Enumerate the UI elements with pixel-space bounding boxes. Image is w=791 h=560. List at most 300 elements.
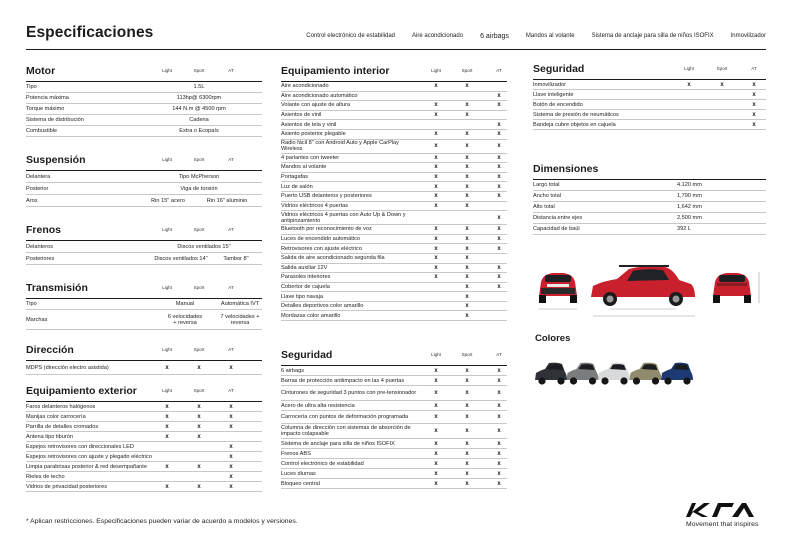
spec-row: [533, 180, 766, 191]
transmision-section: [26, 279, 262, 330]
availability-mark: x: [465, 402, 469, 409]
color-swatch-car: [535, 363, 567, 385]
trim-label: Sport: [193, 157, 205, 162]
spec-row: [26, 253, 262, 265]
spec-label: Control electrónico de estabilidad: [281, 460, 364, 467]
car-rear-view: [713, 272, 759, 303]
spec-row: [281, 244, 507, 254]
spec-label: Carrocería con puntos de deformación programada: [281, 414, 409, 420]
spec-label: Frenos ABS: [281, 450, 311, 457]
spec-row: [281, 92, 507, 102]
left-column: [26, 62, 262, 512]
feature-highlight: Sistema de anclaje para silla de niños ISOFIX: [591, 33, 714, 39]
trim-label: AT: [496, 68, 502, 73]
trim-label: AT: [751, 66, 757, 71]
availability-mark: x: [465, 414, 469, 420]
availability-mark: x: [687, 81, 691, 88]
availability-mark: x: [752, 91, 756, 98]
suspension-section: [26, 151, 262, 207]
spec-row: [26, 93, 262, 104]
trim-label: Sport: [193, 347, 205, 352]
availability-mark: x: [465, 283, 469, 290]
availability-mark: x: [465, 390, 469, 396]
dimensiones-section: [533, 160, 766, 235]
availability-mark: x: [465, 255, 469, 262]
availability-mark: x: [165, 463, 169, 470]
suspension-title: Suspensión: [26, 154, 86, 166]
spec-label: Limpia parabrisas posterior & red desempañante: [26, 463, 147, 470]
spec-value: 392 L: [677, 226, 691, 232]
interior-rows: [281, 82, 507, 321]
availability-mark: x: [465, 143, 469, 150]
spec-label: Antena tipo tiburón: [26, 433, 73, 440]
spec-row: [281, 225, 507, 235]
availability-mark: x: [497, 367, 501, 374]
spec-label: Radio fácil 8" con Android Auto y Apple CarPlay Wireless: [281, 140, 399, 153]
availability-mark: x: [465, 428, 469, 434]
dimensiones-header: [533, 160, 766, 180]
spec-label: Posterior: [26, 185, 49, 192]
availability-mark: x: [434, 367, 438, 374]
availability-mark: x: [434, 83, 438, 90]
availability-mark: x: [229, 403, 233, 410]
spec-label: Parrilla de detalles cromados: [26, 423, 99, 430]
trim-label: AT: [228, 285, 234, 290]
spec-value: 6 velocidades + reversa: [167, 313, 203, 326]
spec-label: Llave tipo navaja: [281, 293, 323, 300]
availability-mark: x: [197, 364, 201, 371]
availability-mark: x: [465, 236, 469, 243]
availability-mark: x: [465, 112, 469, 119]
footnote: * Aplican restricciones. Especificaciones pueden variar de acuerdo a modelos y versiones.: [26, 518, 298, 525]
spec-row: [26, 422, 262, 432]
seguridad_mid-rows: [281, 366, 507, 489]
spec-value: 144 N.m @ 4500 rpm: [172, 106, 226, 112]
availability-mark: x: [165, 413, 169, 420]
spec-row: [26, 299, 262, 310]
colores-title: Colores: [535, 333, 571, 344]
spec-label: Asientos de vinil: [281, 112, 322, 119]
car-side-view: [591, 265, 695, 306]
availability-mark: x: [434, 450, 438, 457]
availability-mark: x: [229, 463, 233, 470]
spec-label: Faros delanteros halógenos: [26, 403, 96, 410]
spec-row: [281, 401, 507, 411]
spec-row: [26, 462, 262, 472]
trim-label: Light: [162, 285, 172, 290]
suspension-rows: [26, 171, 262, 207]
spec-row: [281, 173, 507, 183]
trim-label: Sport: [716, 66, 728, 71]
spec-row: [533, 80, 766, 90]
availability-mark: x: [465, 245, 469, 252]
spec-row: [281, 101, 507, 111]
spec-label: Potencia máxima: [26, 95, 69, 101]
color-swatch-car: [661, 363, 693, 385]
spec-label: Largo total: [533, 182, 560, 188]
color-swatch-car: [598, 363, 630, 385]
trim-label: Light: [162, 227, 172, 232]
spec-label: Volante con ajuste de altura: [281, 102, 351, 109]
spec-row: [281, 459, 507, 469]
trim-label: Light: [162, 388, 172, 393]
availability-mark: x: [434, 183, 438, 190]
color-swatch-car: [567, 363, 599, 385]
spec-row: [26, 195, 262, 207]
availability-mark: x: [465, 480, 469, 487]
exterior-section: [26, 382, 262, 492]
spec-row: [26, 310, 262, 330]
availability-mark: x: [197, 463, 201, 470]
spec-label: Sistema de presión de neumáticos: [533, 111, 619, 118]
trim-label: Sport: [193, 227, 205, 232]
spec-label: Marchas: [26, 316, 48, 323]
availability-mark: x: [497, 143, 501, 150]
tagline: Movement that inspires: [686, 521, 759, 528]
availability-mark: x: [497, 236, 501, 243]
motor-header: [26, 62, 262, 82]
spec-label: MDPS (dirección electro asistida): [26, 364, 109, 371]
spec-row: [281, 366, 507, 376]
trim-label: Light: [431, 352, 441, 357]
spec-label: Salida de aire acondicionado segunda fila: [281, 255, 385, 262]
spec-row: [281, 120, 507, 130]
availability-mark: x: [465, 183, 469, 190]
trim-label: AT: [228, 227, 234, 232]
availability-mark: x: [434, 414, 438, 420]
availability-mark: x: [497, 470, 501, 477]
spec-row: [281, 192, 507, 202]
availability-mark: x: [465, 460, 469, 467]
seguridad_right-title: Seguridad: [533, 63, 585, 75]
availability-mark: x: [229, 473, 233, 480]
page-title: Especificaciones: [26, 24, 154, 41]
availability-mark: x: [497, 414, 501, 420]
spec-value: Viga de torsión: [180, 185, 218, 192]
spec-value: 113hp@ 6300rpm: [176, 95, 222, 101]
spec-value: Extra o Ecopaís: [179, 128, 219, 134]
seguridad_mid-title: Seguridad: [281, 349, 333, 361]
availability-mark: x: [165, 403, 169, 410]
car-front-view: [539, 273, 577, 303]
spec-label: Ancho total: [533, 193, 561, 199]
dimensions-figure: [533, 262, 766, 322]
availability-mark: x: [434, 143, 438, 150]
spec-label: Posteriores: [26, 255, 55, 262]
transmision-rows: [26, 299, 262, 330]
trim-label: AT: [228, 347, 234, 352]
kia-logo-svg: [684, 500, 760, 520]
availability-mark: x: [165, 483, 169, 490]
spec-label: 6 airbags: [281, 367, 305, 374]
availability-mark: x: [497, 283, 501, 290]
availability-mark: x: [434, 226, 438, 233]
availability-mark: x: [497, 174, 501, 181]
spec-row: [533, 120, 766, 130]
availability-mark: x: [434, 255, 438, 262]
car-diagram-svg: [533, 262, 766, 322]
spec-label: Distancia entre ejes: [533, 215, 583, 221]
frenos-title: Frenos: [26, 224, 62, 236]
spec-label: Capacidad de baúl: [533, 226, 580, 232]
availability-mark: x: [197, 403, 201, 410]
trim-label: AT: [228, 68, 234, 73]
seguridad_right-section: [533, 60, 766, 130]
spec-row: [26, 126, 262, 137]
spec-label: Torque máximo: [26, 106, 65, 112]
spec-value: Discos ventilados 15": [177, 243, 231, 250]
availability-mark: x: [465, 164, 469, 171]
color-swatch-car: [630, 363, 662, 385]
spec-row: [281, 140, 507, 154]
availability-mark: x: [465, 377, 469, 384]
spec-row: [281, 283, 507, 293]
spec-row: [281, 130, 507, 140]
availability-mark: x: [434, 102, 438, 109]
availability-mark: x: [434, 154, 438, 161]
availability-mark: x: [434, 377, 438, 384]
spec-row: [26, 482, 262, 492]
spec-label: Delanteros: [26, 243, 54, 250]
spec-row: [281, 254, 507, 264]
direccion-header: [26, 341, 262, 361]
trim-label: AT: [496, 352, 502, 357]
availability-mark: x: [497, 214, 501, 221]
spec-label: Asientos de tela y vinil: [281, 121, 337, 128]
spec-label: Luces de encendido automático: [281, 236, 360, 243]
trim-label: Light: [162, 157, 172, 162]
availability-mark: x: [497, 193, 501, 200]
feature-highlight: Mandos al volante: [525, 33, 575, 39]
availability-mark: x: [497, 245, 501, 252]
availability-mark: x: [497, 92, 501, 99]
spec-label: Aire acondicionado: [281, 83, 329, 90]
spec-row: [26, 171, 262, 183]
availability-mark: x: [434, 131, 438, 138]
spec-label: Luces diurnas: [281, 470, 316, 477]
spec-value: Tipo McPherson: [178, 173, 220, 180]
spec-label: Parasoles interiores: [281, 274, 331, 281]
spec-row: [281, 163, 507, 173]
trim-label: Light: [684, 66, 694, 71]
spec-row: [26, 432, 262, 442]
spec-label: Retrovisores con ajuste eléctrico: [281, 245, 362, 252]
spec-row: [281, 469, 507, 479]
availability-mark: x: [465, 154, 469, 161]
spec-label: Manijas color carrocería: [26, 413, 86, 420]
availability-mark: x: [465, 274, 469, 281]
frenos-section: [26, 221, 262, 265]
availability-mark: x: [465, 174, 469, 181]
color-swatch-svg: [533, 360, 766, 388]
availability-mark: x: [497, 480, 501, 487]
feature-highlight: Aire acondicionado: [412, 33, 464, 39]
spec-row: [281, 264, 507, 274]
spec-label: Rieles de techo: [26, 473, 65, 480]
availability-mark: x: [497, 154, 501, 161]
availability-mark: x: [465, 83, 469, 90]
spec-label: Cinturones de seguridad 3 puntos con pre-tensionador: [281, 390, 417, 396]
spec-row: [26, 241, 262, 253]
availability-mark: x: [434, 470, 438, 477]
availability-mark: x: [229, 364, 233, 371]
availability-mark: x: [497, 121, 501, 128]
spec-row: [533, 191, 766, 202]
spec-row: [281, 82, 507, 92]
spec-value: Automática IVT: [220, 301, 260, 307]
motor-section: [26, 62, 262, 137]
exterior-rows: [26, 402, 262, 492]
spec-label: Barras de protección antiimpacto en las 4 puertas: [281, 377, 405, 384]
spec-row: [26, 472, 262, 482]
availability-mark: x: [465, 367, 469, 374]
spec-label: Acero de ultra alta resistencia: [281, 402, 355, 409]
spec-row: [281, 479, 507, 489]
seguridad_right-rows: [533, 80, 766, 130]
availability-mark: x: [497, 440, 501, 447]
frenos-header: [26, 221, 262, 241]
exterior-header: [26, 382, 262, 402]
spec-label: Vidrios eléctricos 4 puertas con Auto Up & Down y antipinzamiento: [281, 211, 406, 224]
availability-mark: x: [197, 413, 201, 420]
availability-mark: x: [465, 312, 469, 319]
availability-mark: x: [497, 450, 501, 457]
spec-label: Espejos retrovisores con direccionales LED: [26, 443, 134, 450]
spec-row: [281, 235, 507, 245]
direccion-section: [26, 341, 262, 375]
spec-row: [533, 90, 766, 100]
availability-mark: x: [434, 245, 438, 252]
dimensiones-title: Dimensiones: [533, 163, 599, 175]
spec-label: Mordazas color amarillo: [281, 312, 341, 319]
spec-row: [26, 115, 262, 126]
spec-label: Tipo: [26, 84, 37, 90]
spec-row: [533, 202, 766, 213]
spec-row: [26, 183, 262, 195]
spec-value: 4.120 mm: [677, 182, 702, 188]
availability-mark: x: [497, 131, 501, 138]
spec-value: 2,500 mm: [677, 215, 702, 221]
trim-label: Sport: [193, 285, 205, 290]
availability-mark: x: [434, 390, 438, 396]
spec-row: [281, 202, 507, 212]
trim-label: AT: [228, 157, 234, 162]
availability-mark: x: [497, 102, 501, 109]
availability-mark: x: [752, 101, 756, 108]
interior-title: Equipamiento interior: [281, 65, 390, 77]
availability-mark: x: [165, 364, 169, 371]
spec-value: 1,790 mm: [677, 193, 702, 199]
availability-mark: x: [197, 433, 201, 440]
availability-mark: x: [465, 131, 469, 138]
availability-mark: x: [465, 193, 469, 200]
spec-row: [281, 154, 507, 164]
feature-highlight: Inmovilizador: [730, 33, 766, 39]
spec-label: Alto total: [533, 204, 555, 210]
availability-mark: x: [434, 440, 438, 447]
spec-row: [26, 412, 262, 422]
availability-mark: x: [465, 264, 469, 271]
spec-row: [281, 449, 507, 459]
spec-value: Rin 16" aluminio: [206, 197, 248, 204]
spec-label: Detalles deportivos color amarillo: [281, 303, 364, 310]
spec-row: [281, 439, 507, 449]
availability-mark: x: [434, 174, 438, 181]
transmision-title: Transmisión: [26, 282, 88, 294]
spec-row: [26, 104, 262, 115]
spec-label: Luz de salón: [281, 183, 313, 190]
spec-label: Sistema de distribución: [26, 117, 84, 123]
spec-row: [281, 424, 507, 439]
middle-column: [281, 62, 507, 512]
availability-mark: x: [465, 202, 469, 209]
spec-value: Rin 15" acero: [151, 197, 185, 204]
spec-row: [281, 292, 507, 302]
spec-row: [26, 452, 262, 462]
spec-label: Vidrios eléctricos 4 puertas: [281, 202, 349, 209]
trim-label: Light: [431, 68, 441, 73]
availability-mark: x: [434, 202, 438, 209]
spec-label: Inmovilizador: [533, 81, 566, 88]
availability-mark: x: [497, 183, 501, 190]
motor-rows: [26, 82, 262, 137]
availability-mark: x: [752, 111, 756, 118]
availability-mark: x: [497, 226, 501, 233]
spec-label: Tipo: [26, 301, 37, 307]
availability-mark: x: [165, 423, 169, 430]
availability-mark: x: [229, 423, 233, 430]
frenos-rows: [26, 241, 262, 265]
feature-highlight: Control electrónico de estabilidad: [306, 33, 396, 39]
spec-row: [281, 302, 507, 312]
spec-row: [533, 100, 766, 110]
spec-row: [533, 213, 766, 224]
trim-label: Sport: [193, 68, 205, 73]
spec-label: Puerto USB delanteros y posteriores: [281, 193, 372, 200]
availability-mark: x: [197, 423, 201, 430]
availability-mark: x: [720, 81, 724, 88]
spec-label: 4 parlantes con tweeter: [281, 154, 340, 161]
availability-mark: x: [497, 390, 501, 396]
spec-row: [26, 402, 262, 412]
seguridad_mid-header: [281, 346, 507, 366]
availability-mark: x: [497, 402, 501, 409]
spec-label: Portagafas: [281, 174, 309, 181]
availability-mark: x: [434, 164, 438, 171]
spec-label: Asiento posterior plegable: [281, 131, 346, 138]
spec-row: [26, 442, 262, 452]
spec-label: Llave inteligente: [533, 91, 574, 98]
dimensiones-rows: [533, 180, 766, 235]
spec-value: Discos ventilados 14": [154, 255, 208, 262]
spec-label: Mandos al volante: [281, 164, 327, 171]
spec-value: 1,642 mm: [677, 204, 702, 210]
direccion-title: Dirección: [26, 344, 74, 356]
spec-row: [26, 361, 262, 375]
spec-row: [533, 224, 766, 235]
interior-section: [281, 62, 507, 321]
feature-highlights: [289, 33, 766, 40]
transmision-header: [26, 279, 262, 299]
spec-label: Aros: [26, 197, 38, 204]
spec-label: Botón de encendido: [533, 101, 583, 108]
spec-row: [281, 386, 507, 401]
availability-mark: x: [434, 112, 438, 119]
spec-label: Columna de dirección con sistemas de absorción de impacto colapsable: [281, 425, 411, 437]
spec-row: [281, 376, 507, 386]
spec-row: [281, 311, 507, 321]
spec-row: [533, 110, 766, 120]
